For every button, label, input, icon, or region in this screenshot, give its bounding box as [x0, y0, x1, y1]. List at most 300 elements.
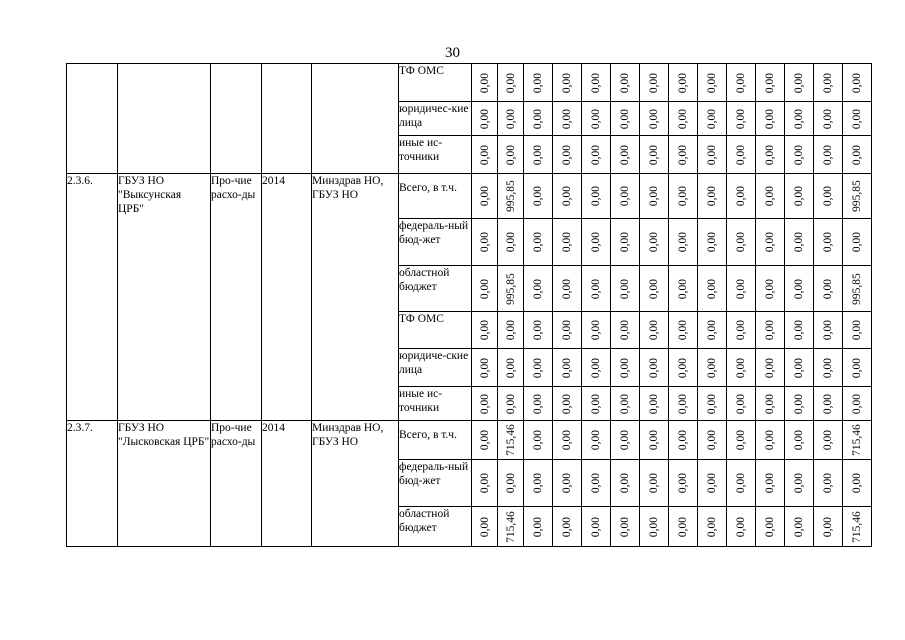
value-cell	[640, 174, 669, 219]
value-cell	[756, 460, 785, 507]
value-cell	[843, 266, 872, 312]
value-text: 0,00	[590, 108, 602, 129]
value-cell	[472, 174, 498, 219]
value-text: 0,00	[532, 278, 544, 299]
value-cell	[524, 102, 553, 136]
value-cell	[843, 507, 872, 547]
value-cell	[582, 460, 611, 507]
value-cell	[785, 507, 814, 547]
value-text: 0,00	[735, 357, 747, 378]
value-cell	[698, 64, 727, 102]
value-cell	[727, 312, 756, 349]
value-cell	[698, 421, 727, 460]
value-text: 0,00	[532, 185, 544, 207]
expense-type-cell: Про-чие расхо-ды	[211, 421, 262, 547]
value-cell	[785, 312, 814, 349]
value-text: 0,00	[706, 108, 718, 129]
value-cell	[669, 174, 698, 219]
value-cell	[582, 507, 611, 547]
value-cell	[498, 460, 524, 507]
value-text: 0,00	[764, 144, 776, 165]
value-text: 0,00	[561, 393, 573, 414]
value-cell	[553, 136, 582, 174]
value-cell	[785, 387, 814, 421]
value-cell	[498, 312, 524, 349]
number-cell	[67, 64, 118, 174]
funding-source-cell: Всего, в т.ч.	[399, 421, 472, 460]
value-cell	[727, 219, 756, 266]
value-text: 0,00	[677, 319, 689, 341]
value-cell	[814, 349, 843, 387]
value-text: 0,00	[764, 472, 776, 494]
funding-source-cell: ТФ ОМС	[399, 64, 472, 102]
value-cell	[640, 64, 669, 102]
value-cell	[582, 266, 611, 312]
value-text: 0,00	[677, 278, 689, 299]
value-cell	[669, 387, 698, 421]
value-text: 0,00	[822, 231, 834, 253]
value-cell	[843, 349, 872, 387]
year-cell	[262, 64, 312, 174]
value-cell	[756, 421, 785, 460]
value-cell	[472, 349, 498, 387]
value-text: 0,00	[677, 472, 689, 494]
value-cell	[756, 349, 785, 387]
value-text: 0,00	[735, 319, 747, 341]
year-cell: 2014	[262, 174, 312, 421]
value-text: 0,00	[590, 357, 602, 378]
value-text: 0,00	[851, 108, 863, 129]
value-cell	[611, 460, 640, 507]
value-cell	[698, 136, 727, 174]
value-cell	[727, 174, 756, 219]
value-text: 0,00	[677, 429, 689, 451]
value-text: 0,00	[532, 144, 544, 165]
value-text: 0,00	[764, 231, 776, 253]
value-cell	[553, 349, 582, 387]
value-text: 0,00	[851, 357, 863, 378]
value-cell	[698, 219, 727, 266]
value-cell	[727, 421, 756, 460]
value-cell	[524, 136, 553, 174]
value-text: 0,00	[822, 393, 834, 414]
value-text: 0,00	[764, 319, 776, 341]
value-text: 0,00	[619, 429, 631, 451]
funding-source-cell: иные ис-точники	[399, 136, 472, 174]
value-text: 0,00	[764, 278, 776, 299]
value-text: 0,00	[648, 472, 660, 494]
value-cell	[814, 507, 843, 547]
budget-table	[66, 63, 872, 547]
value-text: 0,00	[735, 516, 747, 537]
value-cell	[843, 387, 872, 421]
value-text: 0,00	[532, 516, 544, 537]
value-cell	[727, 507, 756, 547]
value-text: 0,00	[561, 144, 573, 165]
table-row	[67, 64, 872, 102]
funding-source-cell: федераль-ный бюд-жет	[399, 460, 472, 507]
value-cell	[472, 312, 498, 349]
value-text: 0,00	[478, 72, 491, 93]
value-cell	[498, 136, 524, 174]
value-text: 0,00	[706, 319, 718, 341]
value-text: 0,00	[706, 278, 718, 299]
value-cell	[472, 460, 498, 507]
value-cell	[498, 387, 524, 421]
value-cell	[843, 312, 872, 349]
value-cell	[472, 136, 498, 174]
value-text: 0,00	[478, 472, 491, 494]
value-text: 0,00	[619, 231, 631, 253]
value-cell	[785, 421, 814, 460]
value-cell	[785, 219, 814, 266]
value-cell	[843, 64, 872, 102]
value-cell	[669, 312, 698, 349]
value-cell	[524, 266, 553, 312]
value-cell	[498, 349, 524, 387]
value-text: 0,00	[590, 516, 602, 537]
value-text: 0,00	[532, 429, 544, 451]
funding-source-cell: Всего, в т.ч.	[399, 174, 472, 219]
value-text: 0,00	[822, 516, 834, 537]
value-cell	[843, 219, 872, 266]
value-cell	[611, 219, 640, 266]
executor-cell: Минздрав НО, ГБУЗ НО	[312, 174, 399, 421]
value-cell	[698, 312, 727, 349]
value-text: 0,00	[648, 357, 660, 378]
value-text: 0,00	[735, 278, 747, 299]
item-name-cell: ГБУЗ НО "Выксунская ЦРБ"	[118, 174, 211, 421]
value-cell	[756, 507, 785, 547]
value-text: 0,00	[677, 393, 689, 414]
value-cell	[814, 102, 843, 136]
value-cell	[727, 349, 756, 387]
value-text: 0,00	[822, 185, 834, 207]
value-text: 0,00	[590, 144, 602, 165]
value-text: 0,00	[590, 472, 602, 494]
value-text: 0,00	[822, 72, 834, 93]
funding-source-cell: юридиче-ские лица	[399, 349, 472, 387]
value-cell	[814, 312, 843, 349]
value-text: 0,00	[648, 429, 660, 451]
value-text: 0,00	[590, 185, 602, 207]
value-cell	[498, 219, 524, 266]
value-text: 0,00	[764, 72, 776, 93]
value-text: 0,00	[822, 472, 834, 494]
value-text: 0,00	[532, 231, 544, 253]
value-cell	[669, 507, 698, 547]
page-number: 30	[445, 45, 460, 61]
value-text: 0,00	[478, 144, 491, 165]
value-text: 0,00	[793, 108, 805, 129]
value-text: 0,00	[619, 185, 631, 207]
type-cell	[211, 64, 262, 174]
value-text: 0,00	[677, 108, 689, 129]
value-text: 0,00	[561, 185, 573, 207]
value-text: 0,00	[706, 144, 718, 165]
value-cell	[727, 64, 756, 102]
value-cell	[669, 102, 698, 136]
value-text: 0,00	[793, 185, 805, 207]
value-cell	[582, 312, 611, 349]
value-text: 0,00	[561, 516, 573, 537]
value-text: 0,00	[648, 144, 660, 165]
value-cell	[524, 349, 553, 387]
value-text: 0,00	[822, 144, 834, 165]
value-cell	[640, 387, 669, 421]
value-cell	[727, 102, 756, 136]
value-text: 0,00	[851, 72, 863, 93]
value-cell	[553, 460, 582, 507]
value-cell	[698, 266, 727, 312]
value-cell	[524, 64, 553, 102]
funding-source-cell: областной бюджет	[399, 507, 472, 547]
value-text: 0,00	[793, 144, 805, 165]
value-text: 0,00	[822, 357, 834, 378]
value-cell	[640, 136, 669, 174]
value-text: 0,00	[793, 516, 805, 537]
value-text: 0,00	[764, 108, 776, 129]
value-text: 0,00	[648, 231, 660, 253]
value-cell	[472, 421, 498, 460]
value-cell	[640, 460, 669, 507]
table-row	[67, 421, 872, 460]
value-text: 0,00	[793, 393, 805, 414]
value-cell	[698, 387, 727, 421]
value-text: 0,00	[851, 472, 863, 494]
value-cell	[785, 64, 814, 102]
value-text: 715,46	[851, 510, 863, 543]
value-text: 0,00	[478, 278, 491, 299]
value-text: 0,00	[735, 108, 747, 129]
value-cell	[698, 349, 727, 387]
value-text: 0,00	[504, 357, 517, 378]
value-cell	[611, 421, 640, 460]
value-text: 0,00	[478, 231, 491, 253]
value-cell	[727, 387, 756, 421]
value-text: 0,00	[677, 231, 689, 253]
value-cell	[640, 102, 669, 136]
value-cell	[498, 421, 524, 460]
value-text: 0,00	[648, 108, 660, 129]
value-text: 0,00	[478, 393, 491, 414]
value-cell	[472, 64, 498, 102]
value-text: 0,00	[706, 516, 718, 537]
value-cell	[472, 219, 498, 266]
value-text: 0,00	[851, 393, 863, 414]
value-text: 0,00	[504, 231, 517, 253]
value-cell	[553, 102, 582, 136]
executor-cell	[312, 64, 399, 174]
value-cell	[843, 460, 872, 507]
value-text: 0,00	[561, 72, 573, 93]
value-text: 0,00	[561, 429, 573, 451]
value-text: 0,00	[504, 319, 517, 341]
value-text: 0,00	[793, 278, 805, 299]
value-cell	[611, 174, 640, 219]
value-text: 0,00	[764, 185, 776, 207]
value-cell	[472, 102, 498, 136]
value-cell	[640, 266, 669, 312]
value-text: 0,00	[648, 393, 660, 414]
value-text: 995,85	[504, 180, 517, 212]
value-text: 0,00	[793, 357, 805, 378]
value-cell	[524, 312, 553, 349]
value-cell	[611, 64, 640, 102]
value-cell	[756, 64, 785, 102]
value-text: 0,00	[478, 319, 491, 341]
value-text: 0,00	[648, 72, 660, 93]
value-cell	[553, 387, 582, 421]
value-text: 0,00	[648, 319, 660, 341]
value-text: 0,00	[561, 319, 573, 341]
value-cell	[814, 460, 843, 507]
value-cell	[611, 507, 640, 547]
value-cell	[785, 460, 814, 507]
value-text: 0,00	[706, 429, 718, 451]
value-text: 0,00	[793, 231, 805, 253]
value-text: 0,00	[590, 72, 602, 93]
value-text: 0,00	[478, 516, 491, 537]
value-text: 0,00	[590, 393, 602, 414]
value-cell	[843, 102, 872, 136]
funding-source-cell: иные ис-точники	[399, 387, 472, 421]
value-text: 0,00	[532, 357, 544, 378]
value-cell	[582, 421, 611, 460]
value-text: 0,00	[561, 231, 573, 253]
value-cell	[756, 312, 785, 349]
value-cell	[756, 102, 785, 136]
value-text: 0,00	[706, 72, 718, 93]
value-text: 0,00	[735, 393, 747, 414]
value-text: 0,00	[735, 231, 747, 253]
value-cell	[524, 174, 553, 219]
value-cell	[611, 102, 640, 136]
value-cell	[814, 136, 843, 174]
value-cell	[640, 219, 669, 266]
value-cell	[814, 174, 843, 219]
value-text: 0,00	[822, 319, 834, 341]
value-text: 0,00	[735, 72, 747, 93]
value-text: 0,00	[706, 472, 718, 494]
value-cell	[669, 349, 698, 387]
value-text: 0,00	[648, 516, 660, 537]
funding-source-cell: ТФ ОМС	[399, 312, 472, 349]
value-text: 0,00	[619, 516, 631, 537]
value-text: 0,00	[851, 144, 863, 165]
value-cell	[669, 421, 698, 460]
value-cell	[756, 174, 785, 219]
item-number-cell: 2.3.7.	[67, 421, 118, 547]
value-cell	[553, 421, 582, 460]
value-cell	[727, 136, 756, 174]
value-text: 715,46	[851, 424, 863, 456]
value-text: 0,00	[706, 185, 718, 207]
value-text: 0,00	[677, 185, 689, 207]
value-text: 0,00	[677, 144, 689, 165]
value-text: 0,00	[793, 319, 805, 341]
value-cell	[669, 460, 698, 507]
value-text: 0,00	[822, 108, 834, 129]
value-cell	[814, 64, 843, 102]
value-cell	[843, 136, 872, 174]
value-text: 0,00	[590, 319, 602, 341]
value-cell	[640, 312, 669, 349]
value-cell	[756, 266, 785, 312]
value-cell	[785, 136, 814, 174]
funding-source-cell: федераль-ный бюд-жет	[399, 219, 472, 266]
value-cell	[582, 102, 611, 136]
value-cell	[843, 174, 872, 219]
value-cell	[498, 174, 524, 219]
funding-source-cell: областной бюджет	[399, 266, 472, 312]
value-text: 715,46	[504, 510, 517, 543]
value-cell	[472, 387, 498, 421]
value-text: 0,00	[764, 429, 776, 451]
value-cell	[611, 266, 640, 312]
value-cell	[553, 64, 582, 102]
value-text: 0,00	[793, 429, 805, 451]
value-cell	[524, 219, 553, 266]
value-cell	[756, 136, 785, 174]
value-cell	[582, 174, 611, 219]
value-text: 0,00	[561, 108, 573, 129]
year-cell: 2014	[262, 421, 312, 547]
value-text: 0,00	[677, 516, 689, 537]
value-text: 0,00	[532, 72, 544, 93]
value-cell	[785, 349, 814, 387]
value-text: 0,00	[504, 144, 517, 165]
value-text: 0,00	[619, 393, 631, 414]
value-cell	[498, 102, 524, 136]
value-text: 0,00	[793, 72, 805, 93]
value-text: 715,46	[504, 424, 517, 456]
value-cell	[553, 266, 582, 312]
value-text: 0,00	[619, 357, 631, 378]
value-text: 0,00	[735, 185, 747, 207]
value-text: 0,00	[764, 357, 776, 378]
value-text: 0,00	[619, 72, 631, 93]
value-text: 0,00	[504, 72, 517, 93]
value-text: 995,85	[504, 272, 517, 305]
value-text: 0,00	[619, 319, 631, 341]
value-cell	[669, 64, 698, 102]
value-text: 0,00	[764, 393, 776, 414]
value-cell	[582, 387, 611, 421]
value-text: 0,00	[706, 231, 718, 253]
value-cell	[814, 421, 843, 460]
value-text: 0,00	[648, 278, 660, 299]
value-cell	[814, 219, 843, 266]
value-cell	[814, 387, 843, 421]
value-cell	[498, 64, 524, 102]
value-text: 0,00	[561, 472, 573, 494]
value-cell	[611, 136, 640, 174]
value-text: 0,00	[590, 278, 602, 299]
value-text: 0,00	[735, 429, 747, 451]
item-number-cell: 2.3.6.	[67, 174, 118, 421]
value-cell	[582, 136, 611, 174]
value-text: 0,00	[478, 429, 491, 451]
value-text: 0,00	[677, 72, 689, 93]
value-cell	[611, 349, 640, 387]
value-text: 995,85	[851, 180, 863, 212]
value-text: 0,00	[561, 357, 573, 378]
value-cell	[640, 507, 669, 547]
value-text: 0,00	[706, 357, 718, 378]
value-cell	[611, 387, 640, 421]
value-cell	[472, 507, 498, 547]
